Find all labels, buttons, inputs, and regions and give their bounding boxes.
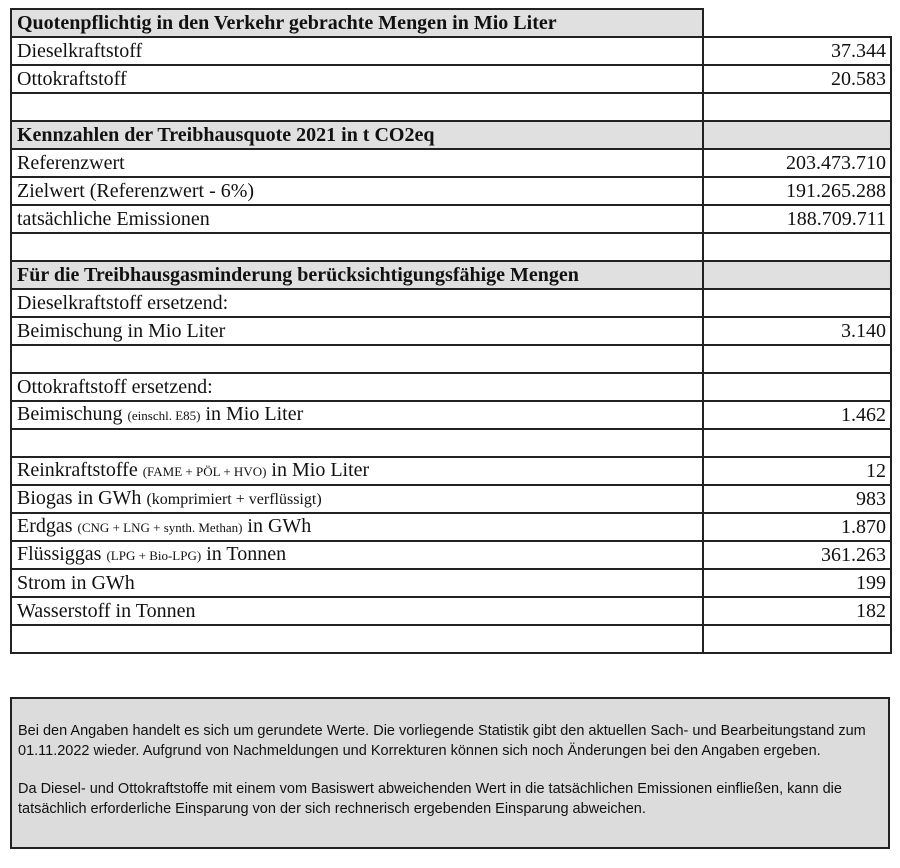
subheading-row (11, 289, 891, 317)
table-row (11, 541, 891, 569)
table-row (11, 569, 891, 597)
empty-cell (703, 121, 891, 149)
empty-cell (703, 9, 891, 37)
table-row (11, 457, 891, 485)
row-value: 1.462 (703, 401, 891, 429)
row-value: 3.140 (703, 317, 891, 345)
empty-row (11, 233, 891, 261)
row-label: Wasserstoff in Tonnen (11, 597, 703, 625)
table-row (11, 65, 891, 93)
empty-cell (703, 261, 891, 289)
row-label: Flüssiggas (LPG + Bio-LPG) in Tonnen (11, 541, 703, 569)
table-row (11, 37, 891, 65)
table-row (11, 485, 891, 513)
empty-row (11, 345, 891, 373)
empty-row (11, 429, 891, 457)
section-header-row (11, 121, 891, 149)
table-row (11, 177, 891, 205)
row-value: 20.583 (703, 65, 891, 93)
row-value: 37.344 (703, 37, 891, 65)
row-label: Beimischung in Mio Liter (11, 317, 703, 345)
row-value: 182 (703, 597, 891, 625)
row-label: Referenzwert (11, 149, 703, 177)
section-heading-quantities: Quotenpflichtig in den Verkehr gebrachte Mengen in Mio Liter (11, 9, 703, 37)
footnote-box (10, 697, 890, 849)
row-label: Zielwert (Referenzwert - 6%) (11, 177, 703, 205)
row-value: 1.870 (703, 513, 891, 541)
row-label: tatsächliche Emissionen (11, 205, 703, 233)
section-header-row (11, 9, 891, 37)
subheading-diesel: Dieselkraftstoff ersetzend: (11, 289, 703, 317)
row-value: 361.263 (703, 541, 891, 569)
subheading-petrol: Ottokraftstoff ersetzend: (11, 373, 703, 401)
quota-statistics-table (10, 8, 892, 654)
row-label: Dieselkraftstoff (11, 37, 703, 65)
table-row (11, 317, 891, 345)
table-row (11, 597, 891, 625)
row-value: 203.473.710 (703, 149, 891, 177)
row-label: Beimischung (einschl. E85) in Mio Liter (11, 401, 703, 429)
table-row (11, 513, 891, 541)
row-label: Strom in GWh (11, 569, 703, 597)
row-label: Reinkraftstoffe (FAME + PÖL + HVO) in Mio Liter (11, 457, 703, 485)
footnote-rounding: Bei den Angaben handelt es sich um gerundete Werte. Die vorliegende Statistik gibt den aktuellen Sach- und Bearbeitungstand zum 01.11.2022 wieder. Aufgrund von Nachmeldungen und Korrekturen können sich noch Änderungen bei den Angaben ergeben. (18, 723, 866, 759)
row-value: 983 (703, 485, 891, 513)
row-label: Ottokraftstoff (11, 65, 703, 93)
row-label: Erdgas (CNG + LNG + synth. Methan) in GWh (11, 513, 703, 541)
row-value: 191.265.288 (703, 177, 891, 205)
table-row (11, 401, 891, 429)
table-row (11, 205, 891, 233)
subheading-row (11, 373, 891, 401)
row-value: 12 (703, 457, 891, 485)
empty-row (11, 93, 891, 121)
section-heading-ghg-figures: Kennzahlen der Treibhausquote 2021 in t CO2eq (11, 121, 703, 149)
row-label: Biogas in GWh (komprimiert + verflüssigt) (11, 485, 703, 513)
empty-row (11, 625, 891, 653)
table-row (11, 149, 891, 177)
row-value: 188.709.711 (703, 205, 891, 233)
row-value: 199 (703, 569, 891, 597)
section-header-row (11, 261, 891, 289)
section-heading-eligible-quantities: Für die Treibhausgasminderung berücksichtigungsfähige Mengen (11, 261, 703, 289)
footnote-deviation: Da Diesel- und Ottokraftstoffe mit einem vom Basiswert abweichenden Wert in die tatsächlichen Emissionen einfließen, kann die tatsächlich erforderliche Einsparung von der sich rechnerisch ergebenden Einsparung abweichen. (18, 781, 842, 817)
